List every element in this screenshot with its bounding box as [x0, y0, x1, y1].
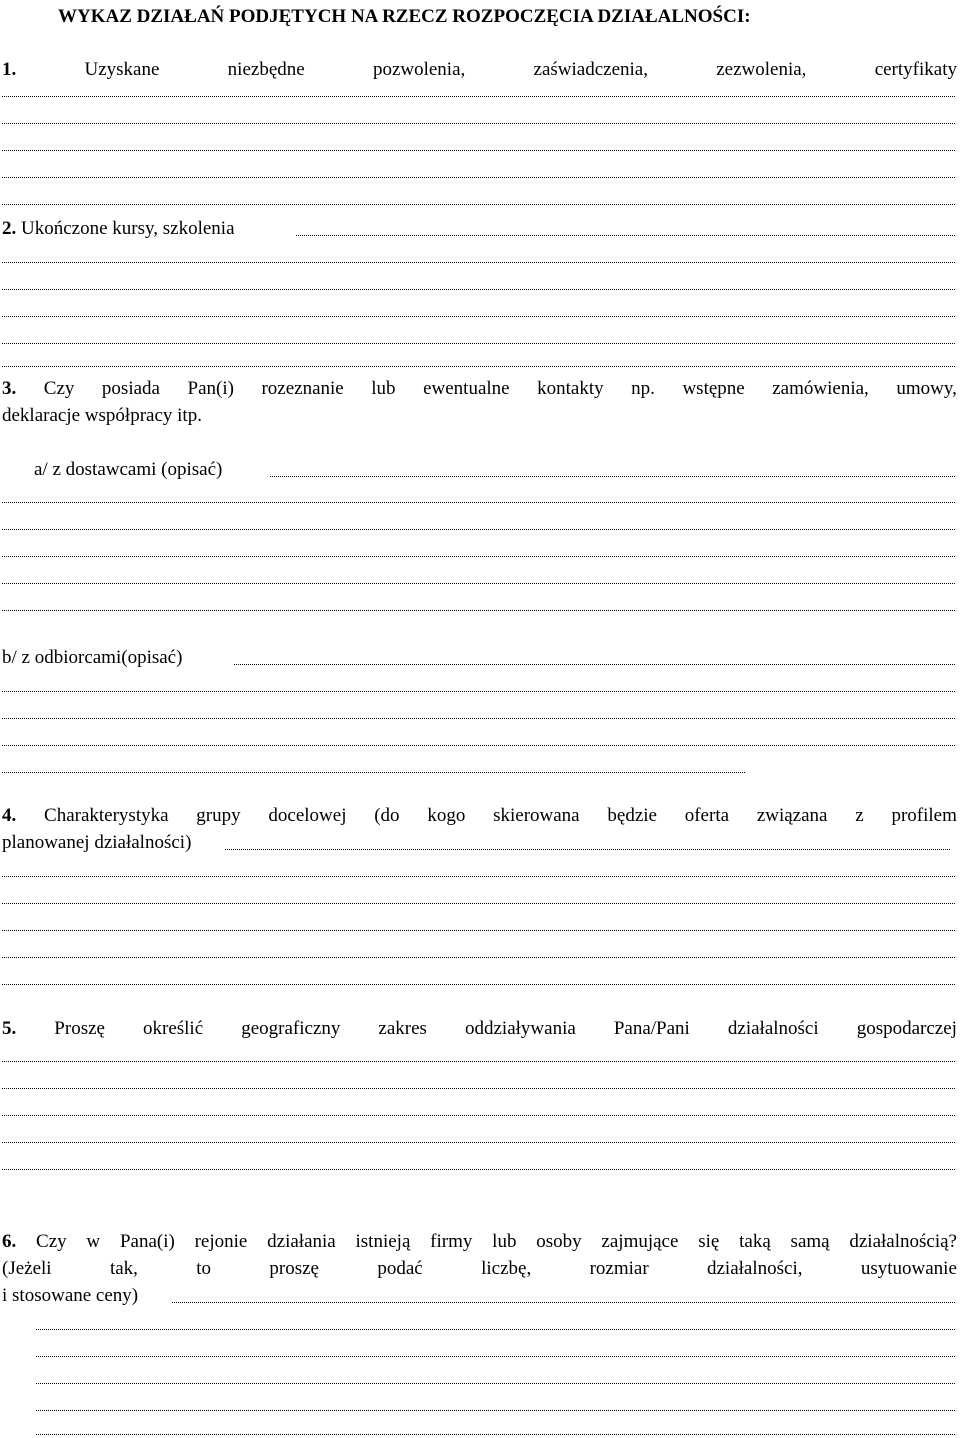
word: niezbędne — [227, 59, 305, 80]
word: samą — [790, 1231, 830, 1252]
word: Proszę — [54, 1018, 105, 1039]
fill-line[interactable] — [2, 1142, 955, 1143]
section-1-heading — [2, 60, 957, 79]
fill-line[interactable] — [172, 1302, 955, 1303]
section-2-number: 2. — [2, 218, 17, 239]
section-2-heading — [2, 219, 235, 238]
fill-line[interactable] — [36, 1434, 955, 1435]
word: certyfikaty — [874, 59, 957, 80]
section-1-number: 1. — [2, 59, 17, 80]
word: działalnością? — [849, 1231, 957, 1252]
word: Czy — [43, 378, 75, 399]
section-6-line3: i stosowane ceny) — [2, 1285, 139, 1306]
fill-line[interactable] — [2, 1169, 955, 1170]
section-3-heading — [2, 379, 957, 398]
fill-line[interactable] — [2, 957, 955, 958]
word: Pana/Pani — [613, 1018, 690, 1039]
section-3-line2: deklaracje współpracy itp. — [2, 405, 202, 426]
fill-line[interactable] — [2, 583, 955, 584]
word: Pan(i) — [187, 378, 234, 399]
word: umowy, — [896, 378, 957, 399]
word: Pana(i) — [119, 1231, 175, 1252]
section-3-number: 3. — [2, 378, 17, 399]
word: ewentualne — [423, 378, 510, 399]
section-6-number: 6. — [2, 1231, 17, 1252]
word: zakres — [378, 1018, 427, 1039]
fill-line[interactable] — [2, 150, 955, 151]
word: osoby — [536, 1231, 582, 1252]
section-3b-label: b/ z odbiorcami(opisać) — [2, 647, 183, 668]
word: (Jeżeli — [2, 1258, 52, 1279]
page-title: WYKAZ DZIAŁAŃ PODJĘTYCH NA RZECZ ROZPOCZĘCIA DZIAŁALNOŚCI: — [58, 6, 751, 27]
word: gospodarczej — [856, 1018, 957, 1039]
word: Czy — [36, 1231, 67, 1252]
fill-line[interactable] — [2, 343, 955, 344]
word: podać — [377, 1258, 423, 1279]
section-4-line2: planowanej działalności) — [2, 832, 192, 853]
word: związana — [756, 805, 828, 826]
word: rozeznanie — [261, 378, 344, 399]
word: (do — [374, 805, 400, 826]
fill-line[interactable] — [2, 1115, 955, 1116]
fill-line[interactable] — [225, 849, 950, 850]
word: rozmiar — [589, 1258, 649, 1279]
fill-line[interactable] — [270, 476, 955, 477]
word: rejonie — [194, 1231, 248, 1252]
word: zaświadczenia, — [533, 59, 648, 80]
fill-line[interactable] — [2, 366, 955, 367]
word: się — [698, 1231, 720, 1252]
word: działalności — [727, 1018, 819, 1039]
fill-line[interactable] — [2, 262, 955, 263]
word: zajmujące — [601, 1231, 679, 1252]
word: zamówienia, — [772, 378, 869, 399]
word: określić — [143, 1018, 204, 1039]
fill-line[interactable] — [2, 316, 955, 317]
fill-line[interactable] — [2, 502, 955, 503]
fill-line[interactable] — [36, 1356, 955, 1357]
word: kogo — [427, 805, 466, 826]
section-3a-label: a/ z dostawcami (opisać) — [34, 459, 223, 480]
fill-line[interactable] — [2, 529, 955, 530]
section-6-heading — [2, 1232, 957, 1251]
fill-line[interactable] — [36, 1329, 955, 1330]
section-5-number: 5. — [2, 1018, 17, 1039]
fill-line[interactable] — [2, 1088, 955, 1089]
word: liczbę, — [481, 1258, 532, 1279]
word: oddziaływania — [465, 1018, 576, 1039]
word: Charakterystyka — [44, 805, 169, 826]
fill-line[interactable] — [2, 556, 955, 557]
word: to — [196, 1258, 212, 1279]
word: działalności, — [707, 1258, 803, 1279]
section-5-heading — [2, 1019, 957, 1038]
word: posiada — [101, 378, 160, 399]
fill-line[interactable] — [2, 691, 955, 692]
word: wstępne — [682, 378, 745, 399]
word: profilem — [891, 805, 957, 826]
section-2-text: Ukończone kursy, szkolenia — [21, 218, 235, 239]
word: taką — [739, 1231, 771, 1252]
word: Uzyskane — [84, 59, 160, 80]
fill-line[interactable] — [2, 123, 955, 124]
fill-line[interactable] — [296, 235, 955, 236]
fill-line[interactable] — [2, 610, 955, 611]
word: grupy — [196, 805, 241, 826]
fill-line[interactable] — [2, 1061, 955, 1062]
word: lub — [492, 1231, 517, 1252]
fill-line[interactable] — [36, 1410, 955, 1411]
fill-line[interactable] — [2, 289, 955, 290]
section-4-number: 4. — [2, 805, 17, 826]
fill-line[interactable] — [2, 718, 955, 719]
word: w — [86, 1231, 101, 1252]
word: geograficzny — [241, 1018, 341, 1039]
word: pozwolenia, — [372, 59, 466, 80]
word: proszę — [269, 1258, 319, 1279]
word: będzie — [607, 805, 657, 826]
word: oferta — [684, 805, 730, 826]
fill-line[interactable] — [2, 876, 955, 877]
fill-line[interactable] — [2, 204, 955, 205]
word: istnieją — [355, 1231, 411, 1252]
section-6-line2 — [2, 1259, 957, 1278]
word: działania — [267, 1231, 336, 1252]
fill-line[interactable] — [2, 772, 745, 773]
word: skierowana — [493, 805, 580, 826]
fill-line[interactable] — [2, 96, 955, 97]
word: lub — [371, 378, 396, 399]
fill-line[interactable] — [2, 745, 955, 746]
word: z — [855, 805, 864, 826]
fill-line[interactable] — [234, 664, 955, 665]
fill-line[interactable] — [2, 903, 955, 904]
word: zezwolenia, — [716, 59, 807, 80]
word: firmy — [430, 1231, 473, 1252]
fill-line[interactable] — [2, 177, 955, 178]
section-4-heading — [2, 806, 957, 825]
fill-line[interactable] — [36, 1383, 955, 1384]
fill-line[interactable] — [2, 984, 955, 985]
word: tak, — [109, 1258, 138, 1279]
fill-line[interactable] — [2, 930, 955, 931]
word: usytuowanie — [860, 1258, 957, 1279]
word: kontakty — [537, 378, 604, 399]
word: docelowej — [268, 805, 347, 826]
word: np. — [631, 378, 655, 399]
